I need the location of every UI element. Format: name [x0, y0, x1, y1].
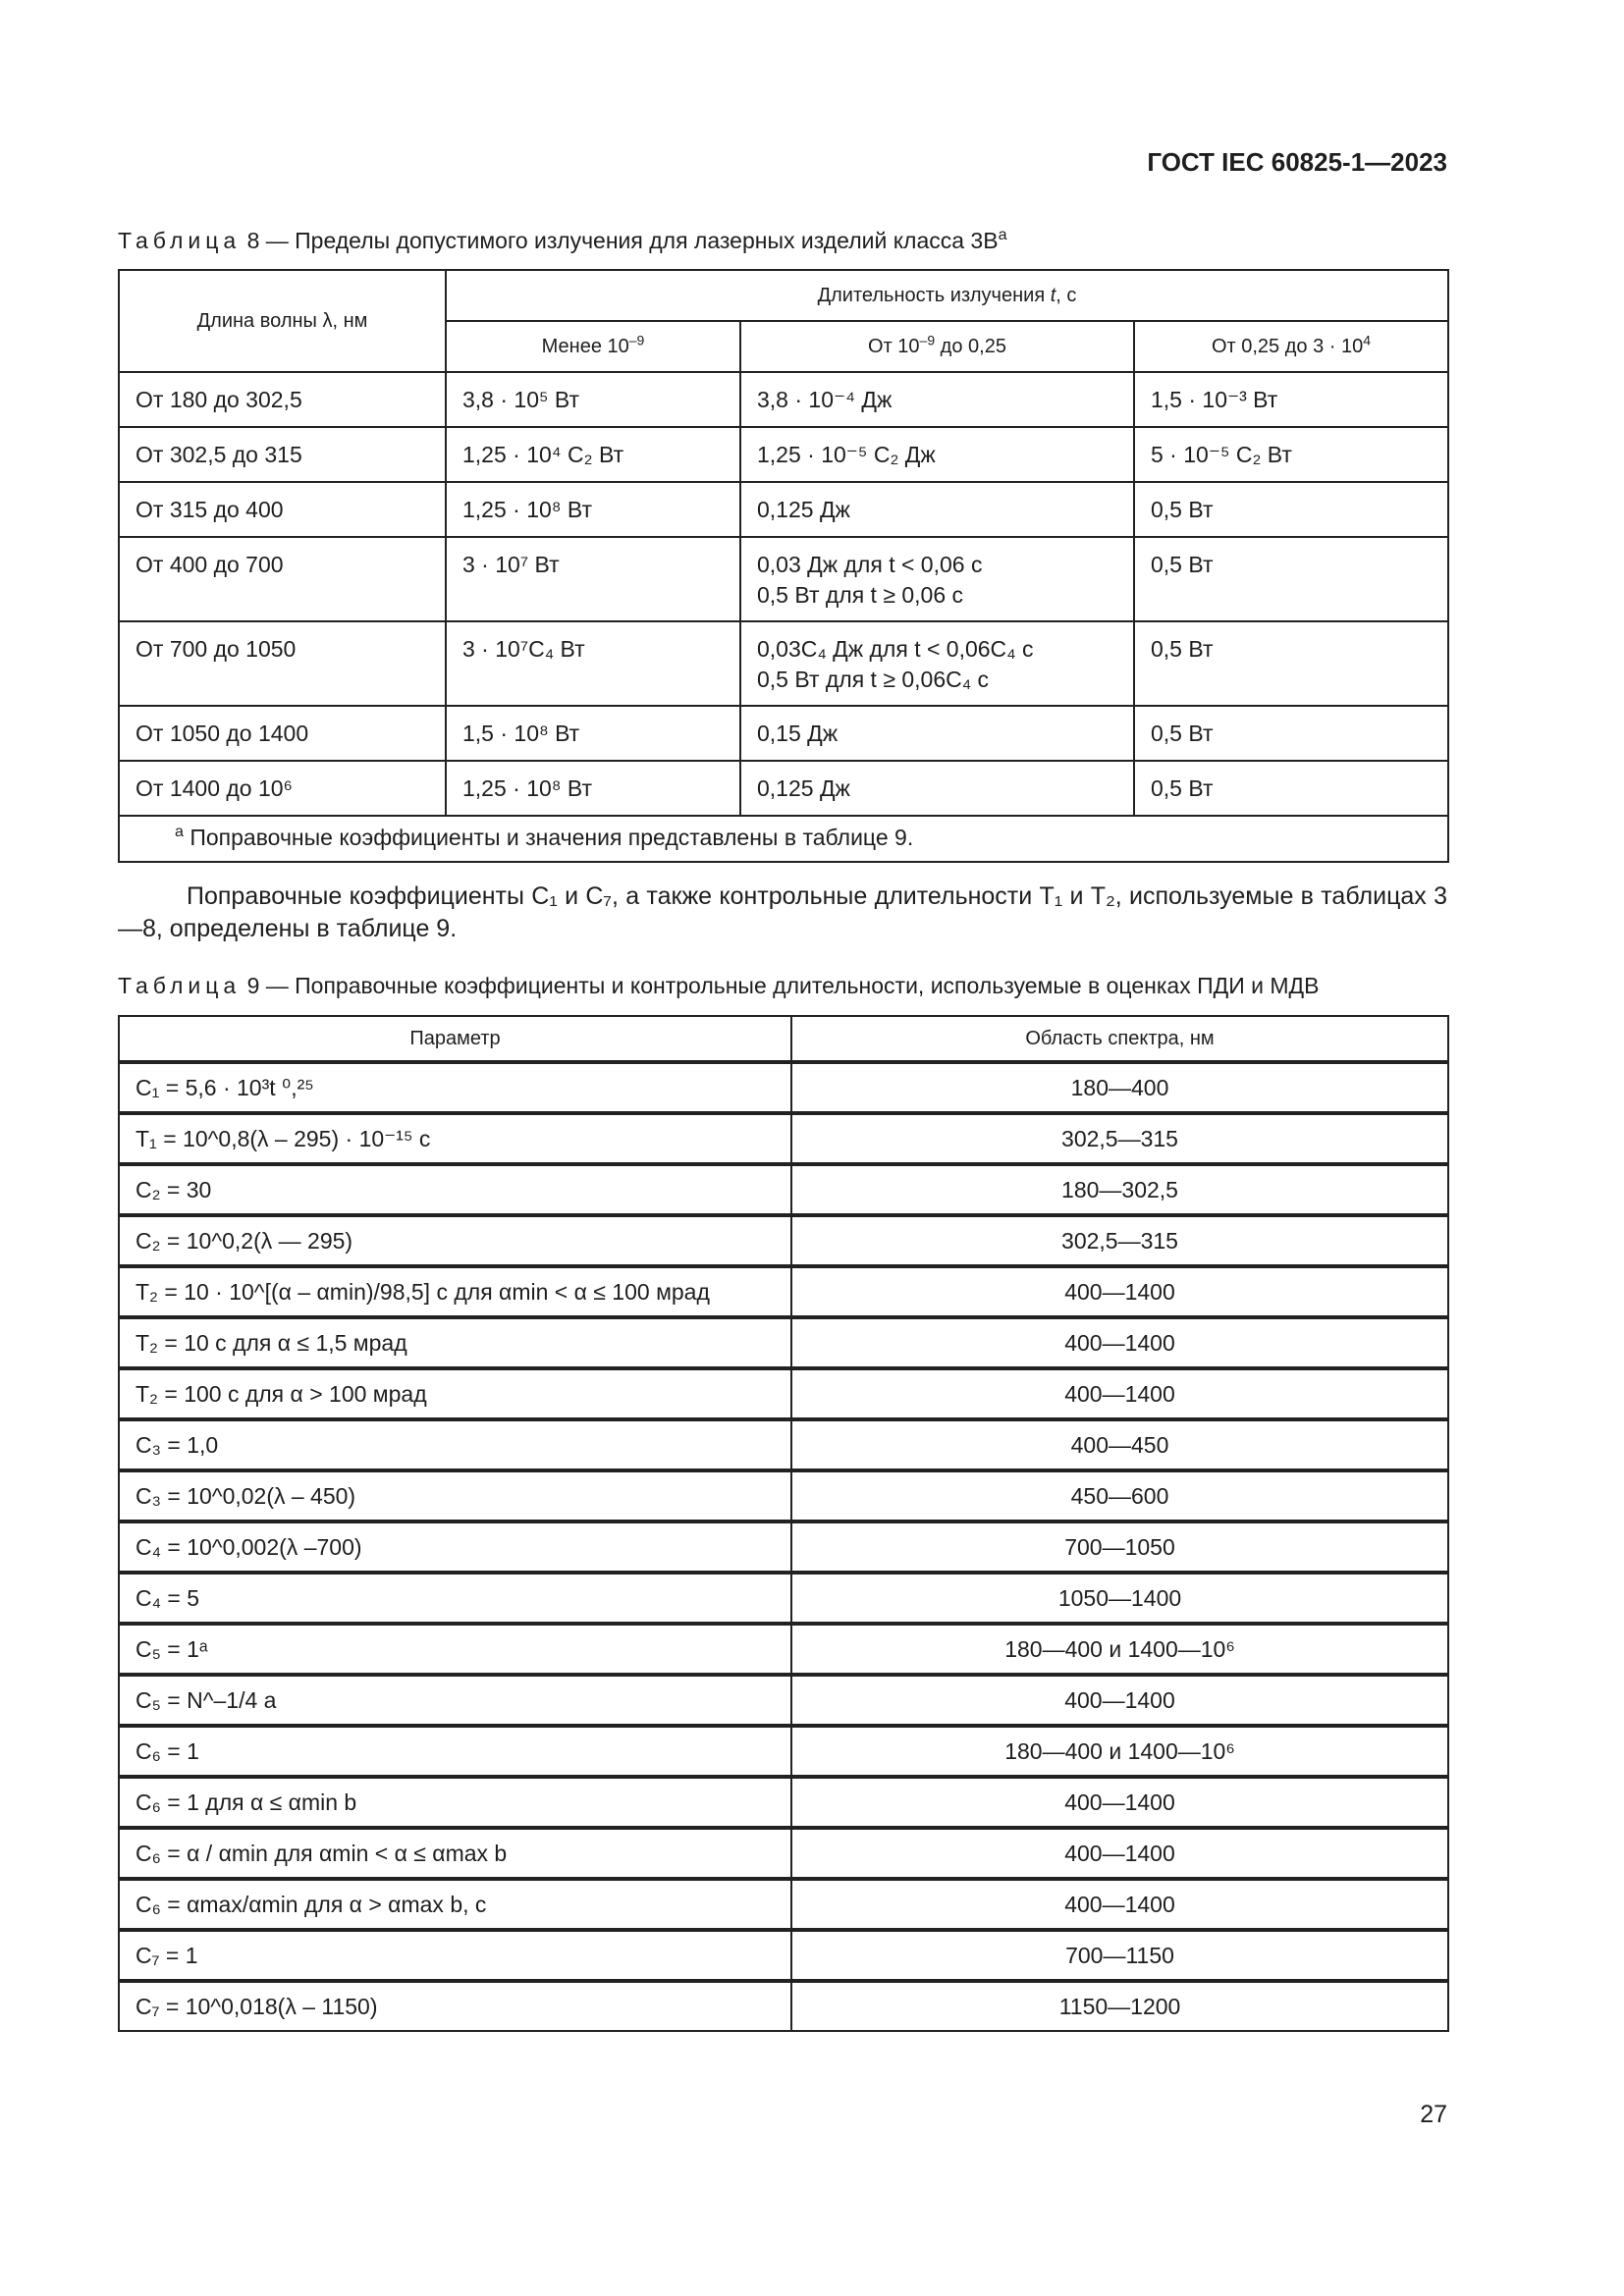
- value-cell: 0,125 Дж: [740, 482, 1134, 537]
- value-cell: 1,5 · 10⁸ Вт: [446, 706, 740, 761]
- table-row: [119, 621, 1448, 706]
- range-cell: 400—1400: [791, 1368, 1448, 1419]
- value-line: 0,5 Вт для t ≥ 0,06 с: [757, 582, 963, 608]
- parameter-cell: C₁ = 5,6 · 10³t ⁰,²⁵: [119, 1062, 791, 1113]
- range-cell: 400—1400: [791, 1675, 1448, 1726]
- table-row: [119, 427, 1448, 482]
- subheader-1-text: Менее 10: [541, 335, 629, 357]
- table-row: [119, 1573, 1448, 1624]
- table-9-header-parameter: Параметр: [119, 1016, 791, 1062]
- table-9-caption-text: 9 — Поправочные коэффициенты и контрольные длительности, используемые в оценках ПДИ и МДВ: [246, 973, 1320, 998]
- table-8-caption: [118, 228, 1007, 254]
- table-row: [119, 1675, 1448, 1726]
- range-cell: 400—1400: [791, 1777, 1448, 1828]
- table-8-header-wavelength: Длина волны λ, нм: [119, 270, 446, 372]
- table-footnote-row: [119, 816, 1448, 862]
- value-cell: 0,125 Дж: [740, 761, 1134, 816]
- parameter-cell: C₆ = 1 для α ≤ αmin b: [119, 1777, 791, 1828]
- table-row: [119, 372, 1448, 427]
- value-cell: 1,25 · 10⁴ C₂ Вт: [446, 427, 740, 482]
- table-row: [119, 1777, 1448, 1828]
- value-cell: 0,15 Дж: [740, 706, 1134, 761]
- range-cell: 180—400 и 1400—10⁶: [791, 1726, 1448, 1777]
- value-cell: [740, 537, 1134, 621]
- parameter-cell: C₅ = N^–1/4 a: [119, 1675, 791, 1726]
- table-row: [119, 1215, 1448, 1266]
- table-row: [119, 1164, 1448, 1215]
- value-cell: 3 · 10⁷ Вт: [446, 537, 740, 621]
- value-cell: 3,8 · 10⁻⁴ Дж: [740, 372, 1134, 427]
- range-cell: 1150—1200: [791, 1981, 1448, 2031]
- parameter-cell: C₄ = 5: [119, 1573, 791, 1624]
- table-8-subheader-1: [446, 321, 740, 372]
- parameter-cell: C₅ = 1ᵃ: [119, 1624, 791, 1675]
- footnote-text: Поправочные коэффициенты и значения представлены в таблице 9.: [189, 825, 914, 850]
- table-8-caption-text: 8 — Пределы допустимого излучения для лазерных изделий класса 3В: [246, 228, 999, 253]
- parameter-cell: C₆ = 1: [119, 1726, 791, 1777]
- range-cell: 400—1400: [791, 1879, 1448, 1930]
- table-8-header-duration: [446, 270, 1448, 321]
- value-cell: 0,5 Вт: [1134, 706, 1448, 761]
- table-row: [119, 1266, 1448, 1317]
- wavelength-cell: От 315 до 400: [119, 482, 446, 537]
- table-9: [118, 1015, 1449, 2032]
- range-cell: 400—450: [791, 1419, 1448, 1470]
- value-cell: 1,25 · 10⁸ Вт: [446, 482, 740, 537]
- table-row: [119, 1470, 1448, 1522]
- parameter-cell: T₂ = 10 · 10^[(α – αmin)/98,5] с для αmin < α ≤ 100 мрад: [119, 1266, 791, 1317]
- range-cell: 180—400: [791, 1062, 1448, 1113]
- wavelength-cell: От 302,5 до 315: [119, 427, 446, 482]
- value-cell: 0,5 Вт: [1134, 482, 1448, 537]
- wavelength-cell: От 180 до 302,5: [119, 372, 446, 427]
- range-cell: 700—1050: [791, 1522, 1448, 1573]
- range-cell: 302,5—315: [791, 1215, 1448, 1266]
- table-row: [119, 1522, 1448, 1573]
- value-cell: 3,8 · 10⁵ Вт: [446, 372, 740, 427]
- value-cell: 0,5 Вт: [1134, 621, 1448, 706]
- parameter-cell: T₁ = 10^0,8(λ – 295) · 10⁻¹⁵ с: [119, 1113, 791, 1164]
- table-row: [119, 761, 1448, 816]
- table-row: [119, 537, 1448, 621]
- value-line: 0,5 Вт для t ≥ 0,06C₄ с: [757, 667, 989, 692]
- parameter-cell: C₆ = αmax/αmin для α > αmax b, c: [119, 1879, 791, 1930]
- value-cell: 0,5 Вт: [1134, 761, 1448, 816]
- value-cell: 1,25 · 10⁻⁵ C₂ Дж: [740, 427, 1134, 482]
- range-cell: 302,5—315: [791, 1113, 1448, 1164]
- table-row: [119, 1419, 1448, 1470]
- table-row: [119, 1981, 1448, 2031]
- subheader-3-text: От 0,25 до 3 · 10: [1211, 335, 1364, 357]
- parameter-cell: C₃ = 1,0: [119, 1419, 791, 1470]
- table-row: [119, 1368, 1448, 1419]
- value-cell: [740, 621, 1134, 706]
- wavelength-cell: От 700 до 1050: [119, 621, 446, 706]
- table-9-caption: [118, 973, 1319, 999]
- table-9-caption-word: Таблица: [118, 973, 242, 998]
- table-row: [119, 1879, 1448, 1930]
- table-row: [119, 1113, 1448, 1164]
- range-cell: 180—400 и 1400—10⁶: [791, 1624, 1448, 1675]
- table-row: [119, 1624, 1448, 1675]
- range-cell: 400—1400: [791, 1828, 1448, 1879]
- subheader-2-sup: –9: [919, 331, 936, 347]
- table-row: [119, 706, 1448, 761]
- table-8: [118, 269, 1449, 863]
- range-cell: 450—600: [791, 1470, 1448, 1522]
- duration-prefix: Длительность излучения: [817, 284, 1051, 306]
- range-cell: 400—1400: [791, 1266, 1448, 1317]
- duration-suffix: , с: [1056, 284, 1077, 306]
- table-8-caption-word: Таблица: [118, 228, 242, 253]
- wavelength-cell: От 1400 до 10⁶: [119, 761, 446, 816]
- range-cell: 700—1150: [791, 1930, 1448, 1981]
- table-row: [119, 1930, 1448, 1981]
- parameter-cell: C₇ = 1: [119, 1930, 791, 1981]
- parameter-cell: C₂ = 10^0,2(λ — 295): [119, 1215, 791, 1266]
- value-line: 0,03C₄ Дж для t < 0,06C₄ с: [757, 636, 1034, 662]
- value-cell: 1,25 · 10⁸ Вт: [446, 761, 740, 816]
- parameter-cell: C₇ = 10^0,018(λ – 1150): [119, 1981, 791, 2031]
- wavelength-cell: От 1050 до 1400: [119, 706, 446, 761]
- table-8-caption-footnote-mark: а: [998, 226, 1007, 244]
- duration-var: t: [1050, 284, 1056, 306]
- parameter-cell: T₂ = 10 с для α ≤ 1,5 мрад: [119, 1317, 791, 1368]
- subheader-1-sup: –9: [628, 331, 645, 347]
- footnote-mark: а: [175, 823, 184, 841]
- body-paragraph: Поправочные коэффициенты C₁ и C₇, а также контрольные длительности T₁ и T₂, используемые в таблицах 3—8, определены в таблице 9.: [118, 882, 1447, 942]
- subheader-2-text: От 10: [868, 335, 920, 357]
- range-cell: 1050—1400: [791, 1573, 1448, 1624]
- table-8-subheader-3: [1134, 321, 1448, 372]
- table-row: [119, 1726, 1448, 1777]
- table-row: [119, 1062, 1448, 1113]
- subheader-3-sup: 4: [1363, 331, 1372, 347]
- parameter-cell: C₂ = 30: [119, 1164, 791, 1215]
- range-cell: 400—1400: [791, 1317, 1448, 1368]
- table-8-footnote: [119, 816, 1448, 862]
- table-row: [119, 482, 1448, 537]
- parameter-cell: C₄ = 10^0,002(λ –700): [119, 1522, 791, 1573]
- value-cell: 3 · 10⁷C₄ Вт: [446, 621, 740, 706]
- value-cell: 1,5 · 10⁻³ Вт: [1134, 372, 1448, 427]
- table-row: [119, 1317, 1448, 1368]
- subheader-2-rest: до 0,25: [935, 335, 1006, 357]
- value-cell: 5 · 10⁻⁵ C₂ Вт: [1134, 427, 1448, 482]
- value-line: 0,03 Дж для t < 0,06 с: [757, 552, 983, 577]
- parameter-cell: T₂ = 100 с для α > 100 мрад: [119, 1368, 791, 1419]
- page-number: 27: [1420, 2101, 1447, 2128]
- wavelength-cell: От 400 до 700: [119, 537, 446, 621]
- range-cell: 180—302,5: [791, 1164, 1448, 1215]
- value-cell: 0,5 Вт: [1134, 537, 1448, 621]
- document-id-header: ГОСТ IEC 60825-1—2023: [1147, 147, 1447, 177]
- table-9-header-range: Область спектра, нм: [791, 1016, 1448, 1062]
- parameter-cell: C₃ = 10^0,02(λ – 450): [119, 1470, 791, 1522]
- table-8-subheader-2: [740, 321, 1134, 372]
- parameter-cell: C₆ = α / αmin для αmin < α ≤ αmax b: [119, 1828, 791, 1879]
- table-row: [119, 1828, 1448, 1879]
